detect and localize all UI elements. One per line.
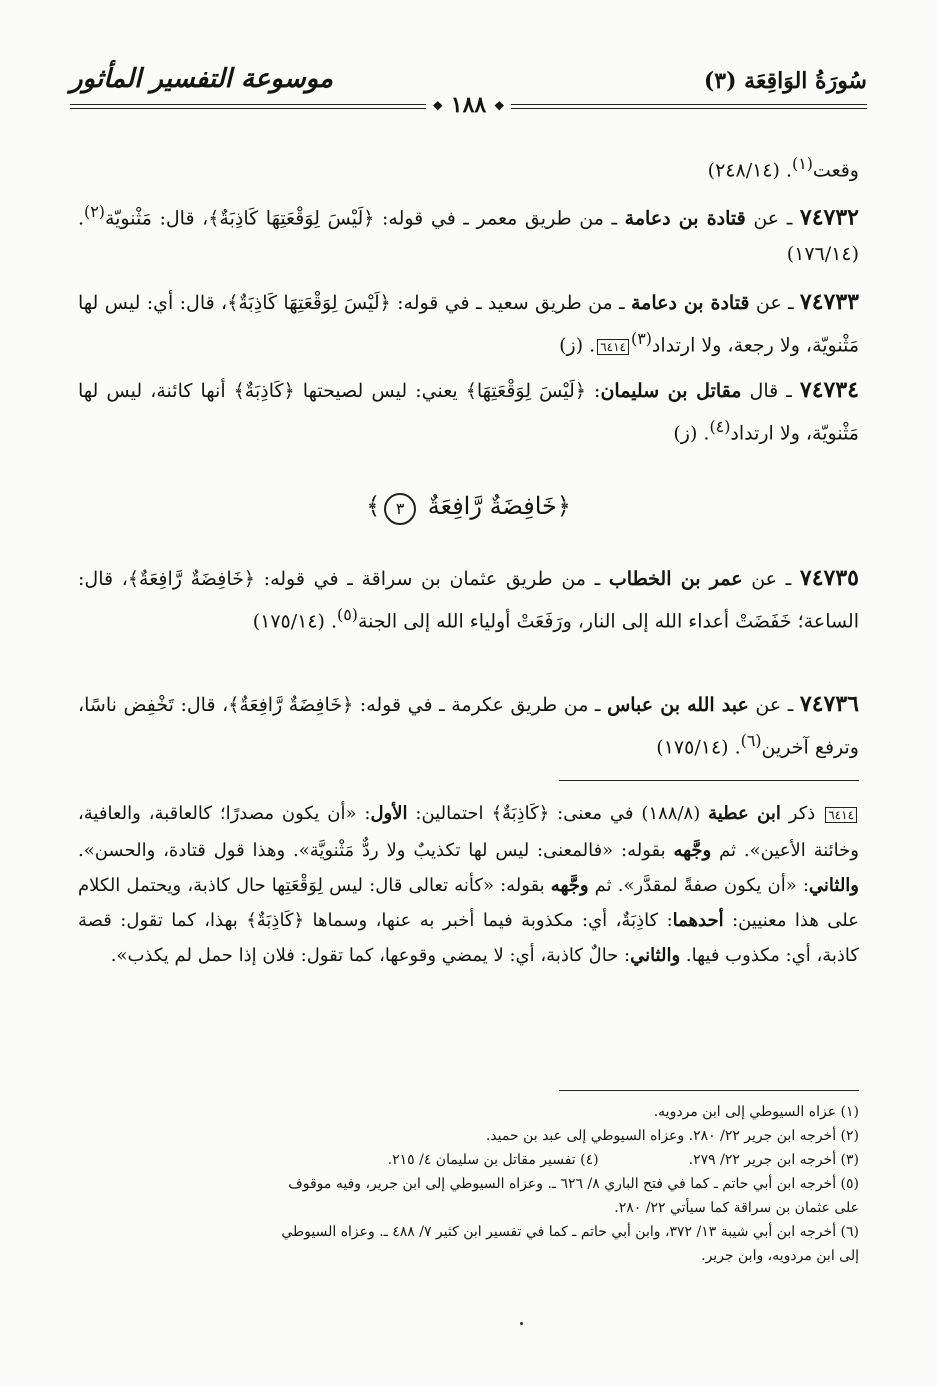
narrator-name: عمر بن الخطاب	[608, 568, 743, 590]
footnote-separator	[559, 1090, 859, 1091]
commentary-keyword: والثاني	[808, 875, 859, 896]
quran-quote: ﴿خَافِضَةٌ رَّافِعَةٌ﴾	[127, 568, 255, 590]
footnote-5: (٥) أخرجه ابن أبي حاتم ـ كما في فتح الباري ٨/ ٦٢٦ ـ. وعزاه السيوطي إلى ابن جرير، وفيه موقوف	[288, 1176, 859, 1192]
commentary-text: : كاذِبَةٌ، أي: مكذوبة فيما أخبر به عنها، وسماها	[304, 910, 673, 931]
entry-source: . (ز)	[673, 422, 710, 445]
ornament-icon: ❖	[432, 99, 444, 113]
footnote-5-cont: على عثمان بن سراقة كما سيأتي ٢٢/ ٢٨٠.	[614, 1200, 859, 1216]
entry-number: ٧٤٧٣٦	[799, 691, 859, 717]
entry-source: . (١٧٦/١٤)	[78, 207, 859, 266]
commentary-text: (١٨٨/٨) في معنى:	[549, 803, 709, 824]
commentary-text: احتمالين:	[407, 803, 492, 824]
commentary-keyword: وجَّهه	[550, 875, 589, 896]
commentary-keyword: الأول	[370, 803, 408, 824]
footnotes	[78, 1100, 859, 1268]
quran-quote: ﴿لَيْسَ لِوَقْعَتِهَا كَاذِبَةٌ﴾	[227, 292, 391, 314]
entry-text: ـ عن	[748, 694, 800, 716]
commentary-text: : «أن يكون صفةً لمقدَّر». ثم	[588, 875, 809, 896]
footnote-2: (٢) أخرجه ابن جرير ٢٢/ ٢٨٠. وعزاه السيوطي إلى عبد بن حميد.	[485, 1128, 859, 1144]
page-number-wrap	[0, 92, 937, 118]
entry-source: . (١٧٥/١٤)	[656, 736, 741, 759]
running-head-surah: سُورَةُ الوَاقِعَة (٣)	[703, 68, 867, 94]
ornament-icon: ❖	[493, 99, 505, 113]
verse-text: ﴿خَافِضَةٌ رَّافِعَةٌ	[427, 492, 571, 520]
commentary-keyword: أحدهما	[672, 910, 724, 931]
verse-number-badge: ٣	[384, 493, 416, 525]
commentary-separator	[559, 780, 859, 781]
entry-continuation	[78, 146, 859, 188]
entry-source: . (٢٤٨/١٤)	[707, 159, 793, 182]
narrator-name: قتادة بن دعامة	[624, 207, 746, 230]
entry-text: ـ قال	[741, 380, 800, 402]
footnote-ref[interactable]: (٢)	[84, 202, 105, 221]
entry-number: ٧٤٧٣٢	[799, 204, 859, 231]
entry-text: ، قال: تَخْفِض ناسًا، وترفع آخرين	[78, 694, 859, 759]
page-number-text: ١٨٨	[450, 92, 487, 118]
entry-text: ـ عن	[742, 568, 800, 590]
commentary-keyword: وجَّهه	[673, 840, 712, 861]
entry-text: ، قال: مَثْنويّة	[104, 207, 209, 230]
entry-74736	[78, 686, 859, 765]
entry-text: أنها كائنة، ليس لها مَثْنويّة، ولا ارتداد	[78, 380, 859, 445]
commentary-text: : حالٌ كاذبة، أي: لا يمضي وقوعها، كما تقول: فلان إذا حمل لم يكذب».	[110, 945, 631, 966]
commentary-keyword: والثاني	[630, 945, 681, 966]
entry-text: ، قال: أي: ليس لها مَثْنويّة، ولا رجعة، ولا ارتداد	[78, 292, 859, 357]
entry-text: ـ عن	[749, 292, 800, 314]
entry-number: ٧٤٧٣٣	[799, 289, 859, 315]
footnote-ref[interactable]: (٥)	[337, 605, 358, 624]
entry-74734	[78, 372, 859, 451]
scholar-name: ابن عطية	[708, 803, 781, 824]
footnote-ref[interactable]: (٤)	[709, 417, 731, 436]
entry-text: وقعت	[812, 159, 859, 182]
commentary-text: بقوله: «كأنه تعالى قال: ليس لِوَقْعَتِها حال كاذبة، ويحتمل الكلام على هذا معنيين:	[78, 875, 859, 931]
footnote-ref[interactable]: (٣)	[631, 329, 652, 348]
quran-quote: ﴿كَاذِبَةٌ﴾	[246, 910, 305, 931]
footnote-1: (١) عزاه السيوطي إلى ابن مردويه.	[653, 1104, 859, 1120]
entry-text: :	[585, 380, 601, 402]
verse-bracket: ﴾	[366, 492, 381, 520]
footnote-ref[interactable]: (١)	[792, 154, 813, 173]
footnote-3: (٣) أخرجه ابن جرير ٢٢/ ٢٧٩.	[688, 1152, 859, 1168]
narrator-name: قتادة بن دعامة	[630, 292, 750, 314]
entry-source: . (١٧٥/١٤)	[252, 610, 338, 633]
quran-quote: ﴿خَافِضَةٌ رَّافِعَةٌ﴾	[228, 694, 354, 716]
commentary-text: : «أن يكون مصدرًا؛ كالعاقبة، والعافية، وخائنة الأعين». ثم	[78, 803, 859, 861]
entry-text: ـ عن	[745, 207, 800, 230]
commentary-text: بقوله: «فالمعنى: ليس لها تكذيبٌ ولا ردٌّ مَثْنويَّة». وهذا قول قتادة، والحسن».	[78, 840, 674, 861]
footnote-ref[interactable]: (٦)	[740, 731, 762, 750]
verse-heading	[0, 492, 937, 525]
narrator-name: مقاتل بن سليمان	[600, 380, 742, 402]
commentary-ref-box[interactable]: ٦٤١٤	[597, 339, 629, 355]
entry-text: يعني: ليس لصيحتها	[294, 380, 466, 402]
footnote-row-3-4	[78, 1148, 859, 1172]
running-head-book-title: موسوعة التفسير المأثور	[70, 64, 333, 94]
entry-text: ـ من طريق عثمان بن سراقة ـ في قوله:	[255, 568, 609, 590]
commentary-block	[78, 796, 859, 973]
quran-quote: ﴿كَاذِبَةٌ﴾	[233, 380, 295, 402]
commentary-text: ذكر	[780, 803, 824, 824]
entry-text: ـ من طريق معمر ـ في قوله:	[374, 207, 625, 230]
quran-quote: ﴿لَيْسَ لِوَقْعَتِهَا كَاذِبَةٌ﴾	[208, 207, 375, 230]
entry-text: ـ من طريق سعيد ـ في قوله:	[390, 292, 631, 314]
footnote-4: (٤) تفسير مقاتل بن سليمان ٤/ ٢١٥.	[387, 1152, 599, 1168]
page-number	[426, 92, 510, 118]
entry-source: . (ز)	[559, 334, 596, 357]
entry-74733	[78, 284, 859, 365]
entry-number: ٧٤٧٣٥	[799, 565, 859, 591]
entry-74735	[78, 560, 859, 639]
commentary-number-box: ٦٤١٤	[825, 807, 857, 823]
footnote-6-cont: إلى ابن مردويه، وابن جرير.	[701, 1248, 859, 1264]
entry-74732	[78, 194, 859, 272]
entry-text: ، قال: الساعة؛ خَفَضَتْ أعداء الله إلى النار، ورَفَعَتْ أولياء الله إلى الجنة	[78, 568, 859, 633]
quran-quote: ﴿لَيْسَ لِوَقْعَتِهَا﴾	[465, 380, 586, 402]
entry-text: ـ من طريق عكرمة ـ في قوله:	[353, 694, 608, 716]
print-speck	[520, 1322, 523, 1325]
quran-quote: ﴿كَاذِبَةٌ﴾	[491, 803, 550, 824]
footnote-6: (٦) أخرجه ابن أبي شيبة ١٣/ ٣٧٢، وابن أبي حاتم ـ كما في تفسير ابن كثير ٧/ ٤٨٨ ـ. وعزاه السيوطي	[281, 1224, 859, 1240]
entry-number: ٧٤٧٣٤	[799, 377, 859, 403]
commentary-text: بهذا، كما تقول: قصة كاذبة، أي: مكذوب فيها.	[78, 910, 859, 966]
narrator-name: عبد الله بن عباس	[607, 694, 749, 716]
